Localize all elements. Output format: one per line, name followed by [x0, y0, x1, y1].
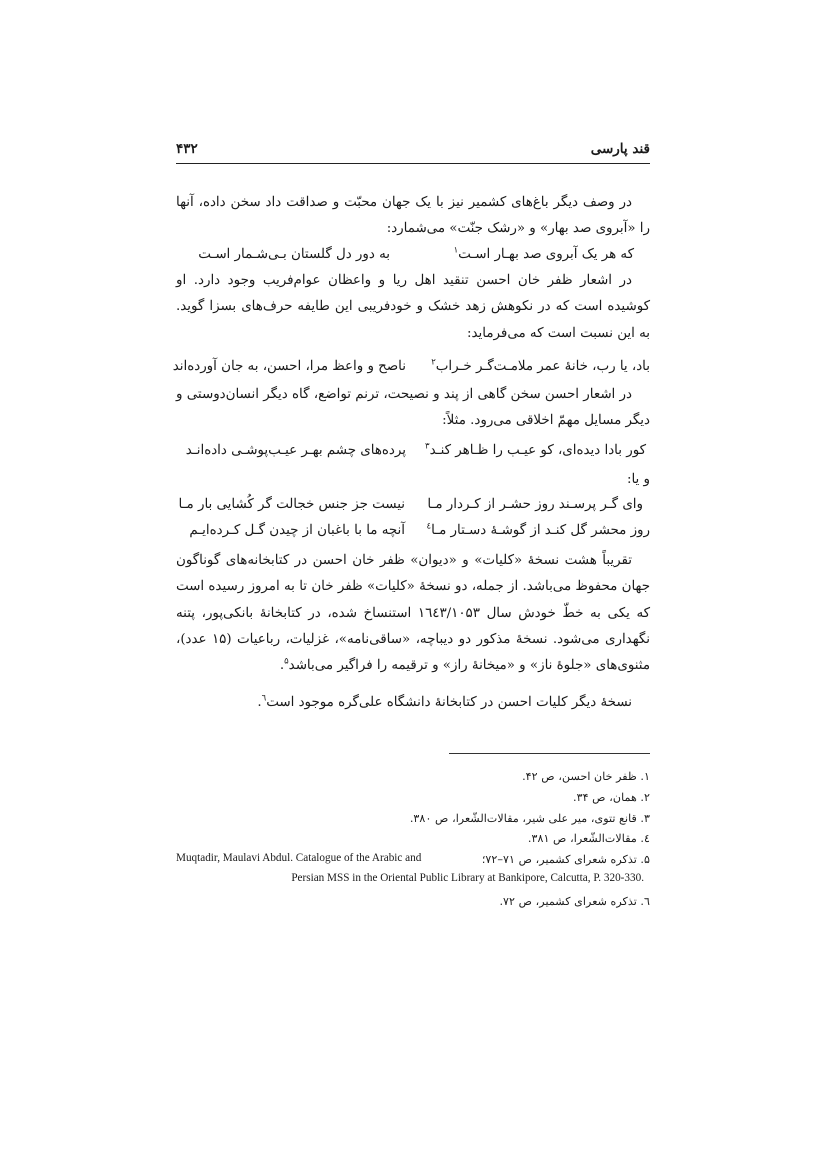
conjunction-text: و یا: [626, 472, 650, 487]
paragraph-2: در اشعار ظفر خان احسن تنقید اهل ریا و واعظان عوام‌فریب وجود دارد. او کوشیده است که در نکوهش زهد خشک و خودفریبی این طایفه حرف‌های بسزا گوید. به این نسبت است که می‌فرماید: [176, 273, 650, 341]
footnote-marker: ۱ [453, 245, 459, 256]
footnote-marker: ۵ [284, 656, 289, 667]
footnote-rule [449, 753, 650, 754]
paragraph-3: در اشعار احسن سخن گاهی از پند و نصیحت، ترنم تواضع، گاه دیگر انسان‌دوستی و دیگر مسایل مهمّ اخلاقی می‌رود. مثلاً: [176, 387, 650, 429]
footnote-6: ٦. تذکره شعرای کشمیر، ص ۷۲. [499, 895, 650, 908]
verse-3-second-hemistich: کور بادا دیده‌ای، کو عیـب را ظـاهر کنـد$^۳$ [425, 441, 646, 458]
footnote-marker: ۳ [425, 441, 430, 452]
verse-4-second-hemistich: وای گـر پرسـند روز حشـر از کـردار مـا [427, 497, 643, 512]
verse-5-first-hemistich: آنچه ما با باغبان از چیدن گـل کـرده‌ایـم [189, 523, 405, 538]
running-header [176, 141, 650, 164]
footnote-5-english-line-1: Muqtadir, Maulavi Abdul. Catalogue of the Arabic and [176, 852, 422, 864]
footnote-3: ۳. قانع تتوی، میر علی شیر، مقالات‌الشّعرا، ص ۳۸۰. [409, 812, 650, 825]
verse-2-second-hemistich: باد، یا رب، خانهٔ عمر ملامـت‌گـر خـراب$^۲$ [431, 357, 650, 374]
verse-4-first-hemistich: نیست جز جنس خجالت گر کُشایی بار مـا [178, 497, 405, 512]
verse-1-first-hemistich: به دور دل گلستان بـی‌شـمار اسـت [198, 247, 390, 262]
footnote-2: ۲. همان، ص ۳۴. [573, 791, 650, 804]
paragraph-1: در وصف دیگر باغ‌های کشمیر نیز با یک جهان محبّت و صداقت داد سخن داده، آنها را «آبروی صد بهار» و «رشک جنّت» می‌شمارد: [176, 195, 650, 237]
verse-2-first-hemistich: ناصح و واعظ مرا، احسن، به جان آورده‌اند [172, 359, 406, 374]
footnote-1: ۱. ظفر خان احسن، ص ۴۲. [522, 770, 650, 783]
footnote-4: ٤. مقالات‌الشّعرا، ص ۳۸۱. [527, 832, 650, 845]
footnote-marker: ۲ [431, 357, 436, 368]
paragraph-4: تقریباً هشت نسخهٔ «کلیات» و «دیوان» ظفر خان احسن در کتابخانه‌های گوناگون جهان محفوظ می‌باشد. از جمله، دو نسخهٔ «کلیات» ظفر خان تا به امروز رسیده است که یکی به خطّ خودش سال ۱٦٤۳/۱۰۵۳ استنساخ شده، در کتابخانهٔ بانکی‌پور، پتنه نگهداری می‌شود. نسخهٔ مذکور دو دیباچه، «ساقی‌نامه»، غزلیات، رباعیات (۱۵ عدد)، مثنوی‌های «جلوهٔ ناز» و «میخانهٔ راز» و ترقیمه را فراگیر می‌باشد$^۵$. [176, 553, 650, 674]
footnote-5-persian: ۵. تذکره شعرای کشمیر، ص ۷۱–۷۲؛ [481, 853, 650, 866]
footnote-marker: ٤ [426, 521, 432, 532]
footnote-marker: ٦ [261, 693, 267, 704]
verse-5-second-hemistich: روز محشر گل کنـد از گوشـهٔ دسـتار مـا$^٤$ [426, 521, 650, 538]
verse-3-first-hemistich: پرده‌های چشم بهـر عیـب‌پوشـی داده‌انـد [185, 443, 406, 458]
page-number: ۴۳۲ [176, 141, 198, 157]
verse-1-second-hemistich: که هر یک آبروی صد بهـار اسـت$^۱$ [453, 245, 634, 262]
footnote-5-english-line-2: Persian MSS in the Oriental Public Library at Bankipore, Calcutta, P. 320-330. [291, 872, 644, 884]
journal-title: قند پارسی [590, 141, 650, 157]
paragraph-5: نسخهٔ دیگر کلیات احسن در کتابخانهٔ دانشگاه علی‌گره موجود است$^٦$. [257, 693, 632, 710]
